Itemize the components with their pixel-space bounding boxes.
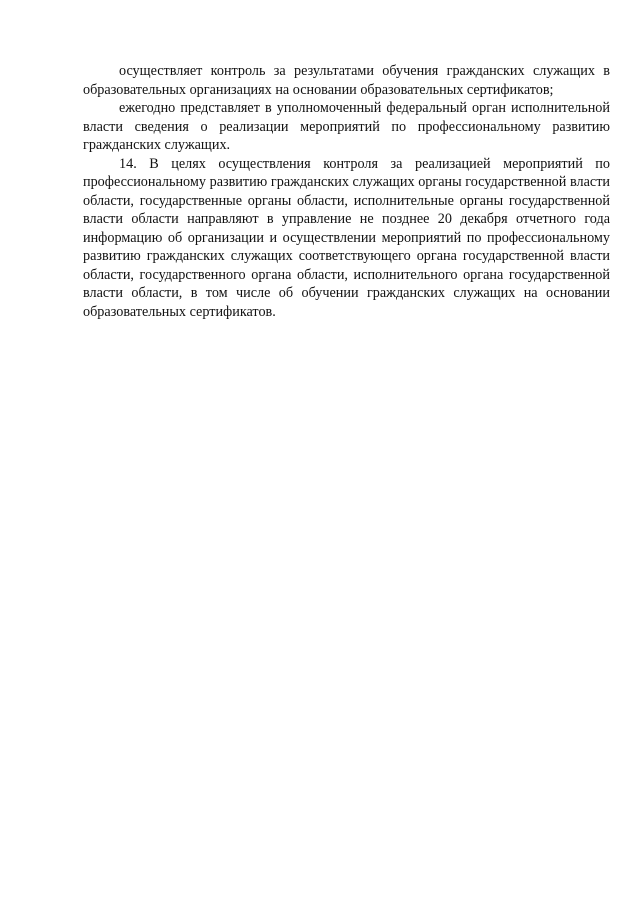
paragraph-annual-report: ежегодно представляет в уполномоченный федеральный орган исполнительной власти сведения о реализации мероприятий по профессиональному развитию гражданских служащих. (83, 100, 610, 153)
paragraph-control-results: осуществляет контроль за результатами обучения гражданских служащих в образовательных организациях на основании образовательных сертификатов; (83, 63, 610, 98)
document-page (83, 62, 610, 321)
paragraph-item-14: 14. В целях осуществления контроля за реализацией мероприятий по профессиональному развитию гражданских служащих органы государственной власти области, государственные органы области, исполнительные органы государственной власти области направляют в управление не позднее 20 декабря отчетного года информацию об организации и осуществлении мероприятий по профессиональному развитию гражданских служащих соответствующего органа государственной власти области, государственного органа области, исполнительного органа государственной власти области, в том числе об обучении гражданских служащих на основании образовательных сертификатов. (83, 155, 610, 320)
